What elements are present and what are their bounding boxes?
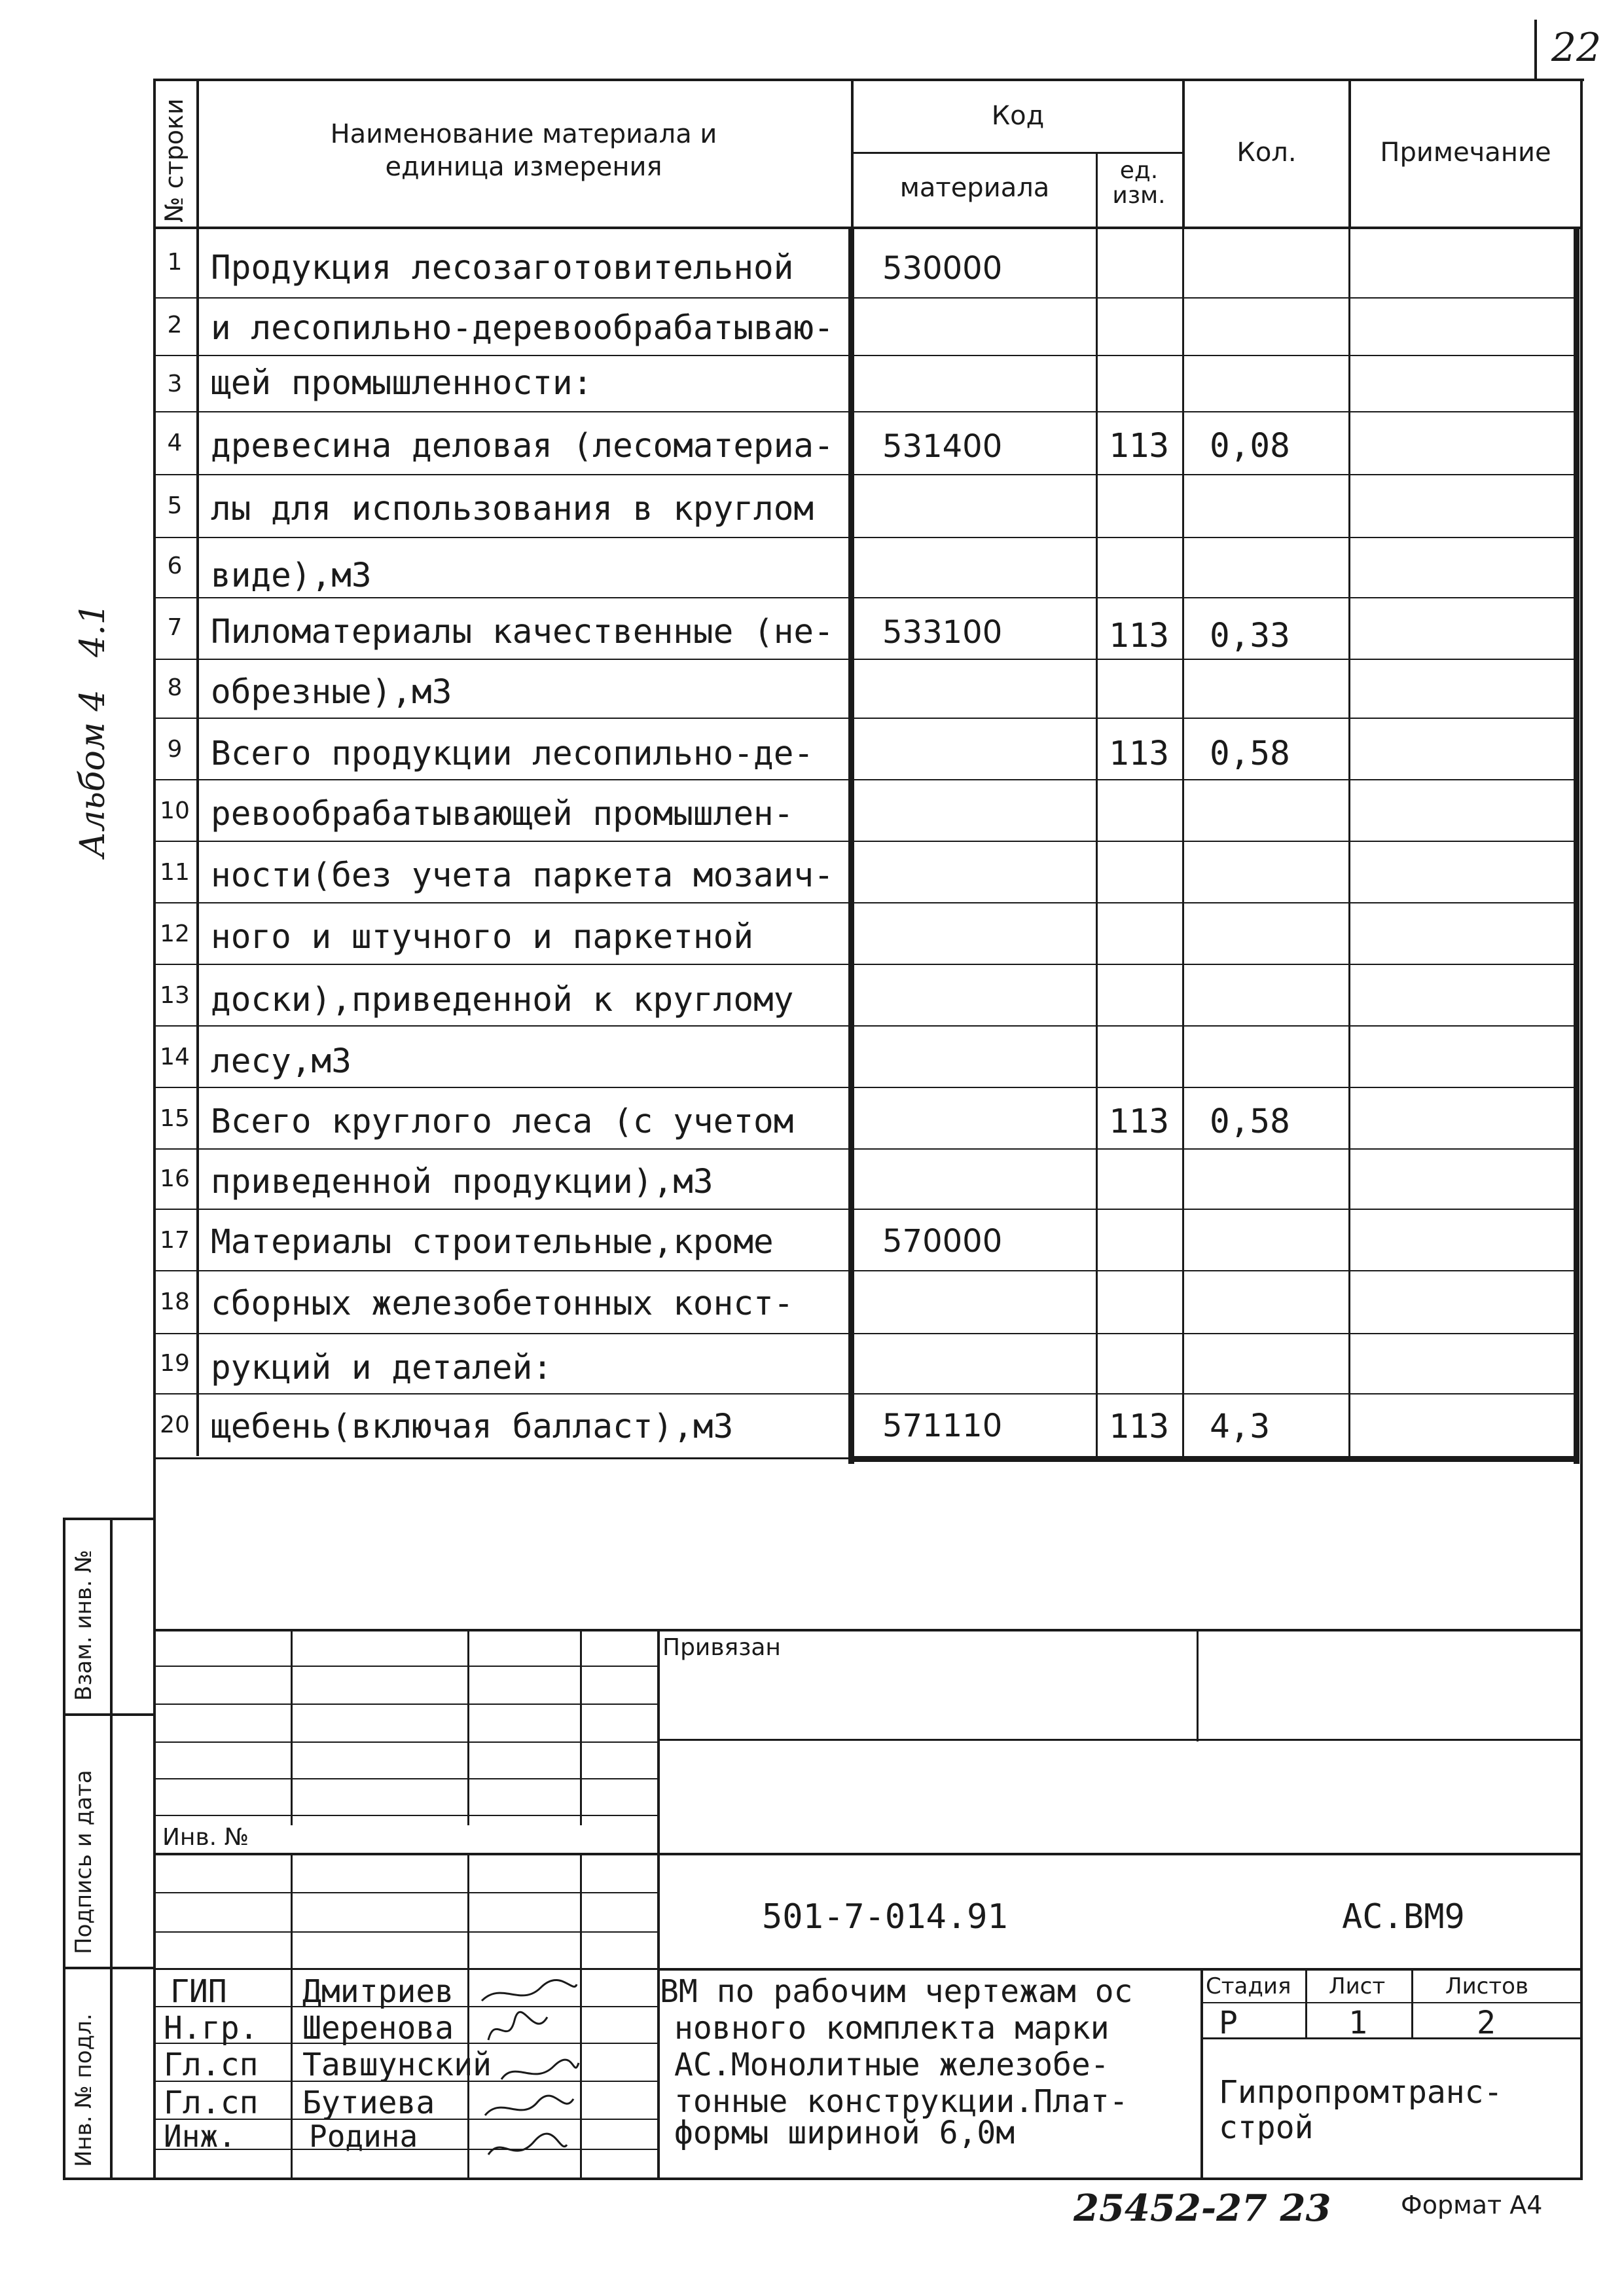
row-code: 571110 <box>882 1408 1003 1444</box>
body-bold-bottom <box>848 1456 1579 1462</box>
row-text: щей промышленности: <box>211 364 593 403</box>
tb-grid-h <box>153 1931 657 1933</box>
album-mark: 4.1 <box>73 603 113 657</box>
side-stamp-div1 <box>63 1713 154 1716</box>
sheet-number-mark <box>1534 20 1537 79</box>
tb-org-line1: Гипропромтранс- <box>1219 2074 1503 2111</box>
signature-2 <box>488 2012 547 2040</box>
album-name: Альбом 4 <box>73 689 113 858</box>
row-text: Материалы строительные,кроме <box>211 1223 774 1262</box>
row-sep <box>153 779 1578 780</box>
row-qty: 0,08 <box>1210 427 1290 465</box>
hdr-row-no: № строки <box>160 98 189 223</box>
tb-person: Родина <box>309 2119 418 2154</box>
row-text: виде),м3 <box>211 556 372 595</box>
row-number: 16 <box>160 1165 190 1192</box>
tb-top <box>153 1629 1583 1631</box>
signature-5 <box>488 2134 567 2155</box>
tb-desc-line5: формы шириной 6,0м <box>674 2115 1015 2151</box>
tb-inv-no: Инв. № <box>162 1824 249 1851</box>
row-text: ного и штучного и паркетной <box>211 918 754 957</box>
signature-3 <box>501 2060 579 2079</box>
row-sep <box>153 537 1578 538</box>
tb-person: Бутиева <box>302 2085 435 2121</box>
tb-org-line2: строй <box>1219 2109 1314 2146</box>
tb-grid-h <box>153 1778 657 1779</box>
side-stamp-border-left <box>63 1518 65 2180</box>
side-field-vzam: Взам. инв. № <box>71 1550 97 1701</box>
hdr-unit-split <box>1096 152 1098 229</box>
tb-grid-h <box>153 1815 657 1816</box>
tb-privyazan: Привязан <box>662 1634 781 1661</box>
tb-desc-line1: ВМ по рабочим чертежам ос <box>660 1973 1133 2010</box>
tb-role: Гл.сп <box>164 2085 259 2121</box>
hdr-code: Код <box>991 101 1045 131</box>
tb-grid-h <box>153 1968 657 1970</box>
row-sep <box>153 297 1578 299</box>
row-unit: 113 <box>1108 1408 1170 1446</box>
side-stamp-bottom <box>63 2178 154 2180</box>
row-sep <box>153 411 1578 412</box>
row-number: 15 <box>160 1105 190 1132</box>
row-text: лы для использования в круглом <box>211 490 814 528</box>
row-sep <box>153 597 1578 598</box>
row-code: 530000 <box>882 250 1003 287</box>
row-sep <box>153 1209 1578 1210</box>
hdr-note: Примечание <box>1380 137 1551 168</box>
tb-desc-line4: тонные конструкции.Плат- <box>674 2083 1128 2120</box>
row-sep <box>153 1393 1578 1394</box>
row-text: ности(без учета паркета мозаич- <box>211 856 834 895</box>
row-code: 531400 <box>882 428 1003 465</box>
row-unit: 113 <box>1108 427 1170 465</box>
tb-stage-mid <box>1200 2002 1583 2003</box>
row-number: 9 <box>167 736 183 763</box>
row-code: 533100 <box>882 614 1003 651</box>
row-sep <box>153 659 1578 660</box>
tb-grid-h-main <box>153 1853 1583 1855</box>
row-unit: 113 <box>1108 1102 1170 1141</box>
row-text: Всего продукции лесопильно-де- <box>211 735 814 773</box>
tb-role: Гл.сп <box>164 2047 259 2083</box>
row-sep <box>153 902 1578 903</box>
row-number: 10 <box>160 797 190 824</box>
hdr-qty: Кол. <box>1236 137 1297 168</box>
archive-number: 25452-27 23 <box>1074 2187 1331 2230</box>
row-number: 19 <box>160 1350 190 1377</box>
tb-grid-h <box>153 1666 657 1667</box>
row-sep-last <box>153 1457 850 1459</box>
tb-grid-v <box>580 1853 582 2180</box>
row-sep <box>153 1025 1578 1027</box>
tb-role: Инж. <box>164 2119 236 2154</box>
row-sep <box>153 1270 1578 1271</box>
tb-person: Тавшунский <box>302 2047 492 2083</box>
row-text: щебень(включая балласт),м3 <box>211 1408 734 1446</box>
row-qty: 0,33 <box>1210 617 1290 655</box>
row-text: обрезные),м3 <box>211 673 452 712</box>
tb-grid-v <box>467 1853 469 2180</box>
tb-grid-h <box>153 1892 657 1893</box>
side-field-inv-podl: Инв. № подл. <box>71 2013 97 2167</box>
row-number: 17 <box>160 1227 190 1254</box>
row-sep <box>153 1333 1578 1334</box>
tb-grid-v <box>291 1629 293 1825</box>
row-sep <box>153 355 1578 356</box>
row-text: Пиломатериалы качественные (не- <box>211 613 834 651</box>
row-sep <box>153 474 1578 475</box>
tb-sheets-label: Листов <box>1445 1973 1529 1999</box>
row-text: лесу,м3 <box>211 1042 352 1081</box>
row-number: 8 <box>167 674 183 701</box>
tb-grid-v <box>467 1629 469 1825</box>
row-unit: 113 <box>1108 735 1170 773</box>
row-qty: 4,3 <box>1210 1408 1271 1446</box>
row-sep <box>153 964 1578 965</box>
row-text: Всего круглого леса (с учетом <box>211 1102 794 1141</box>
row-sep <box>153 1148 1578 1150</box>
hdr-bottom <box>153 227 1583 229</box>
row-number: 11 <box>160 859 190 886</box>
format-label: Формат А4 <box>1401 2191 1543 2219</box>
tb-code-bottom <box>657 1968 1583 1971</box>
tb-privyazan-bottom <box>657 1739 1583 1741</box>
hdr-code-unit: ед. изм. <box>1112 157 1166 209</box>
row-text: доски),приведенной к круглому <box>211 981 794 1019</box>
side-stamp-top <box>63 1518 154 1520</box>
row-number: 14 <box>160 1044 190 1070</box>
row-unit: 113 <box>1108 617 1170 655</box>
tb-person: Дмитриев <box>302 1973 454 2010</box>
signature-4 <box>485 2096 573 2115</box>
tb-stage: Р <box>1219 2005 1238 2041</box>
row-sep <box>153 718 1578 719</box>
col-line-rowno <box>196 79 199 1456</box>
row-number: 12 <box>160 920 190 947</box>
hdr-code-split <box>851 152 1183 154</box>
tb-grid-h <box>153 1741 657 1743</box>
row-number: 5 <box>167 492 183 519</box>
tb-sheet: 1 <box>1348 2005 1367 2041</box>
hdr-name: Наименование материала и единица измерения <box>330 119 717 182</box>
row-number: 2 <box>167 312 183 338</box>
tb-desc-line2: новного комплекта марки <box>674 2010 1110 2047</box>
row-text: ревообрабатывающей промышлен- <box>211 795 794 833</box>
row-text: древесина деловая (лесоматериа- <box>211 427 834 465</box>
row-qty: 0,58 <box>1210 1102 1290 1141</box>
tb-sheets: 2 <box>1477 2005 1496 2041</box>
row-sep <box>153 841 1578 842</box>
tb-doc-mark: АС.ВМ9 <box>1342 1897 1465 1937</box>
row-text: и лесопильно-деревообрабатываю- <box>211 309 834 348</box>
row-number: 20 <box>160 1412 190 1438</box>
tb-desc-line3: АС.Монолитные железобе- <box>674 2047 1110 2083</box>
row-code: 570000 <box>882 1223 1003 1260</box>
signature-1 <box>482 1980 577 2001</box>
row-number: 7 <box>167 614 183 641</box>
tb-stage-left <box>1200 1968 1203 2179</box>
tb-main-split <box>657 1629 660 2179</box>
tb-stage-label: Стадия <box>1206 1973 1291 1999</box>
signatures <box>475 1968 580 2179</box>
tb-grid-v <box>580 1629 582 1825</box>
tb-role: Н.гр. <box>164 2010 259 2047</box>
tb-sheet-left <box>1305 1968 1307 2039</box>
frame-right <box>1580 79 1583 2180</box>
side-stamp-div2 <box>63 1967 154 1969</box>
row-number: 18 <box>160 1288 190 1315</box>
row-qty: 0,58 <box>1210 735 1290 773</box>
row-number: 3 <box>167 371 183 397</box>
row-text: Продукция лесозаготовительной <box>211 249 794 287</box>
frame-top <box>153 79 1584 81</box>
tb-sheets-left <box>1411 1968 1413 2039</box>
tb-sheet-label: Лист <box>1329 1973 1386 1999</box>
sheet-number: 22 <box>1551 25 1602 71</box>
side-field-podpis: Подпись и дата <box>71 1770 97 1954</box>
row-text: приведенной продукции),м3 <box>211 1163 713 1201</box>
row-number: 13 <box>160 982 190 1009</box>
tb-doc-code: 501-7-014.91 <box>762 1897 1008 1937</box>
row-number: 4 <box>167 429 183 456</box>
frame-bottom <box>153 2178 1583 2180</box>
side-stamp-border-mid <box>110 1518 113 2180</box>
row-text: сборных железобетонных конст- <box>211 1285 794 1323</box>
row-number: 1 <box>167 249 183 276</box>
tb-privyazan-split <box>1197 1629 1199 1741</box>
album-label <box>73 603 113 858</box>
tb-grid-h <box>153 1704 657 1705</box>
tb-person: Шеренова <box>302 2010 454 2047</box>
row-number: 6 <box>167 553 183 579</box>
tb-stage-bottom <box>1200 2037 1583 2039</box>
row-sep <box>153 1087 1578 1088</box>
tb-role: ГИП <box>170 1973 227 2010</box>
row-text: рукций и деталей: <box>211 1349 552 1387</box>
hdr-code-material: материала <box>899 173 1050 203</box>
tb-grid-v <box>291 1853 293 2180</box>
